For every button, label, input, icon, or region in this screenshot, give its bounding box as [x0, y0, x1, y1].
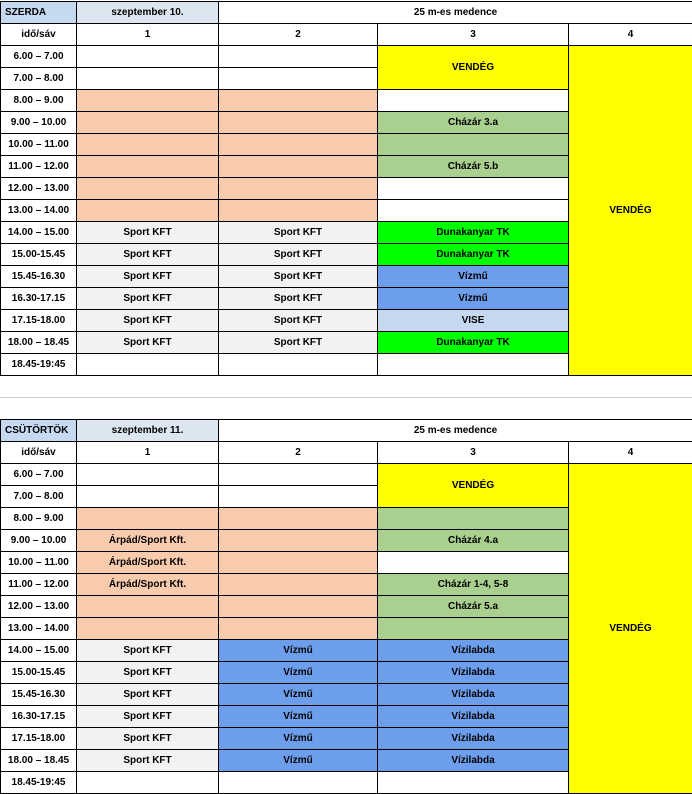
time-cell: 14.00 – 15.00 — [1, 640, 77, 662]
pool-name: 25 m-es medence — [219, 2, 692, 24]
lane-2-cell — [219, 112, 378, 134]
lane-2-cell — [219, 464, 378, 486]
lane-2-cell — [219, 772, 378, 794]
lane-1-cell — [77, 68, 219, 90]
lane-2-cell: Sport KFT — [219, 222, 378, 244]
lane-1-cell — [77, 464, 219, 486]
lane-3-cell — [378, 200, 569, 222]
lane-2-cell — [219, 508, 378, 530]
lane-1-cell — [77, 618, 219, 640]
lane-1-cell — [77, 178, 219, 200]
lane-3-cell: Dunakanyar TK — [378, 332, 569, 354]
lane-3-cell — [378, 354, 569, 376]
lane-4-header: 4 — [569, 24, 692, 46]
lane-2-cell: Sport KFT — [219, 288, 378, 310]
lane-3-cell: Vízilabda — [378, 662, 569, 684]
lane-3-cell: Vízmű — [378, 266, 569, 288]
lane-2-header: 2 — [219, 24, 378, 46]
lane-1-cell: Sport KFT — [77, 332, 219, 354]
lane-2-cell — [219, 134, 378, 156]
time-cell: 15.00-15.45 — [1, 244, 77, 266]
lane-1-cell — [77, 486, 219, 508]
time-cell: 18.00 – 18.45 — [1, 332, 77, 354]
lane-3-cell: Vízilabda — [378, 684, 569, 706]
lane-1-cell: Sport KFT — [77, 310, 219, 332]
time-cell: 8.00 – 9.00 — [1, 508, 77, 530]
lane-2-cell — [219, 68, 378, 90]
time-cell: 16.30-17.15 — [1, 288, 77, 310]
lane-1-cell — [77, 90, 219, 112]
time-cell: 15.00-15.45 — [1, 662, 77, 684]
time-cell: 6.00 – 7.00 — [1, 46, 77, 68]
lane-1-cell — [77, 46, 219, 68]
lane-2-cell: Vízmű — [219, 684, 378, 706]
lane-2-cell: Sport KFT — [219, 332, 378, 354]
lane-1-cell — [77, 508, 219, 530]
time-cell: 8.00 – 9.00 — [1, 90, 77, 112]
pool-name: 25 m-es medence — [219, 420, 692, 442]
lane-3-header: 3 — [378, 24, 569, 46]
lane-3-guest-cell: VENDÉG — [378, 464, 569, 508]
day-name: CSÜTÖRTÖK — [1, 420, 77, 442]
lane-2-cell — [219, 552, 378, 574]
lane-3-cell — [378, 618, 569, 640]
lane-1-cell: Sport KFT — [77, 222, 219, 244]
lane-1-cell: Sport KFT — [77, 662, 219, 684]
lane-1-cell: Árpád/Sport Kft. — [77, 574, 219, 596]
time-cell: 12.00 – 13.00 — [1, 178, 77, 200]
lane-header-row — [1, 442, 692, 464]
lane-4-header: 4 — [569, 442, 692, 464]
lane-1-cell: Sport KFT — [77, 728, 219, 750]
lane-1-cell — [77, 156, 219, 178]
lane-3-cell — [378, 178, 569, 200]
lane-3-cell: Vízmű — [378, 288, 569, 310]
time-cell: 11.00 – 12.00 — [1, 156, 77, 178]
lane-2-cell — [219, 596, 378, 618]
lane-3-cell — [378, 772, 569, 794]
lane-1-cell: Sport KFT — [77, 640, 219, 662]
lane-1-cell: Sport KFT — [77, 244, 219, 266]
lane-3-cell: Cházár 5.b — [378, 156, 569, 178]
time-cell: 6.00 – 7.00 — [1, 464, 77, 486]
time-cell: 12.00 – 13.00 — [1, 596, 77, 618]
lane-2-cell — [219, 90, 378, 112]
schedule-table-thursday — [0, 419, 692, 794]
lane-2-cell — [219, 574, 378, 596]
lane-1-cell: Sport KFT — [77, 288, 219, 310]
lane-2-cell: Sport KFT — [219, 244, 378, 266]
lane-2-cell: Vízmű — [219, 750, 378, 772]
time-slot-header: idő/sáv — [1, 442, 77, 464]
lane-2-cell — [219, 354, 378, 376]
time-cell: 9.00 – 10.00 — [1, 530, 77, 552]
time-cell: 7.00 – 8.00 — [1, 68, 77, 90]
lane-3-header: 3 — [378, 442, 569, 464]
time-cell: 13.00 – 14.00 — [1, 618, 77, 640]
time-cell: 11.00 – 12.00 — [1, 574, 77, 596]
lane-1-cell: Árpád/Sport Kft. — [77, 552, 219, 574]
day-header-row — [1, 420, 692, 442]
lane-3-cell: Dunakanyar TK — [378, 244, 569, 266]
day-date: szeptember 11. — [77, 420, 219, 442]
time-cell: 18.00 – 18.45 — [1, 750, 77, 772]
lane-3-cell: Vízilabda — [378, 728, 569, 750]
lane-1-cell: Sport KFT — [77, 266, 219, 288]
lane-1-cell — [77, 200, 219, 222]
day-name: SZERDA — [1, 2, 77, 24]
lane-2-cell — [219, 618, 378, 640]
time-cell: 10.00 – 11.00 — [1, 552, 77, 574]
lane-3-cell: Cházár 3.a — [378, 112, 569, 134]
lane-3-cell: Cházár 1-4, 5-8 — [378, 574, 569, 596]
table-row — [1, 46, 692, 68]
time-cell: 15.45-16.30 — [1, 684, 77, 706]
lane-4-guest-cell: VENDÉG — [569, 46, 692, 376]
time-cell: 7.00 – 8.00 — [1, 486, 77, 508]
lane-1-header: 1 — [77, 442, 219, 464]
lane-3-guest-cell: VENDÉG — [378, 46, 569, 90]
time-cell: 15.45-16.30 — [1, 266, 77, 288]
lane-2-cell: Vízmű — [219, 706, 378, 728]
time-cell: 10.00 – 11.00 — [1, 134, 77, 156]
lane-2-cell — [219, 530, 378, 552]
lane-2-cell: Vízmű — [219, 662, 378, 684]
lane-2-cell — [219, 178, 378, 200]
time-cell: 14.00 – 15.00 — [1, 222, 77, 244]
lane-1-header: 1 — [77, 24, 219, 46]
time-cell: 13.00 – 14.00 — [1, 200, 77, 222]
lane-4-guest-cell: VENDÉG — [569, 464, 692, 794]
lane-2-cell: Vízmű — [219, 640, 378, 662]
lane-3-cell: VISE — [378, 310, 569, 332]
lane-3-cell — [378, 134, 569, 156]
schedule-table-wednesday — [0, 1, 692, 376]
time-cell: 18.45-19:45 — [1, 772, 77, 794]
time-cell: 16.30-17.15 — [1, 706, 77, 728]
lane-1-cell: Sport KFT — [77, 706, 219, 728]
lane-2-cell: Sport KFT — [219, 310, 378, 332]
lane-1-cell: Sport KFT — [77, 684, 219, 706]
day-header-row — [1, 2, 692, 24]
lane-3-cell: Vízilabda — [378, 750, 569, 772]
time-cell: 18.45-19:45 — [1, 354, 77, 376]
lane-2-header: 2 — [219, 442, 378, 464]
lane-3-cell: Cházár 5.a — [378, 596, 569, 618]
lane-1-cell — [77, 134, 219, 156]
lane-2-cell — [219, 200, 378, 222]
lane-2-cell — [219, 46, 378, 68]
lane-header-row — [1, 24, 692, 46]
grid-line — [0, 397, 692, 398]
lane-2-cell — [219, 486, 378, 508]
table-row — [1, 464, 692, 486]
lane-3-cell: Vízilabda — [378, 706, 569, 728]
lane-1-cell — [77, 112, 219, 134]
time-cell: 17.15-18.00 — [1, 728, 77, 750]
lane-3-cell: Dunakanyar TK — [378, 222, 569, 244]
day-date: szeptember 10. — [77, 2, 219, 24]
lane-2-cell: Sport KFT — [219, 266, 378, 288]
lane-2-cell: Vízmű — [219, 728, 378, 750]
lane-3-cell — [378, 552, 569, 574]
lane-1-cell — [77, 354, 219, 376]
lane-1-cell: Árpád/Sport Kft. — [77, 530, 219, 552]
lane-3-cell: Cházár 4.a — [378, 530, 569, 552]
lane-3-cell: Vízilabda — [378, 640, 569, 662]
lane-2-cell — [219, 156, 378, 178]
lane-3-cell — [378, 508, 569, 530]
lane-1-cell — [77, 772, 219, 794]
lane-3-cell — [378, 90, 569, 112]
section-gap — [0, 375, 692, 419]
time-cell: 17.15-18.00 — [1, 310, 77, 332]
lane-1-cell — [77, 596, 219, 618]
time-slot-header: idő/sáv — [1, 24, 77, 46]
lane-1-cell: Sport KFT — [77, 750, 219, 772]
time-cell: 9.00 – 10.00 — [1, 112, 77, 134]
